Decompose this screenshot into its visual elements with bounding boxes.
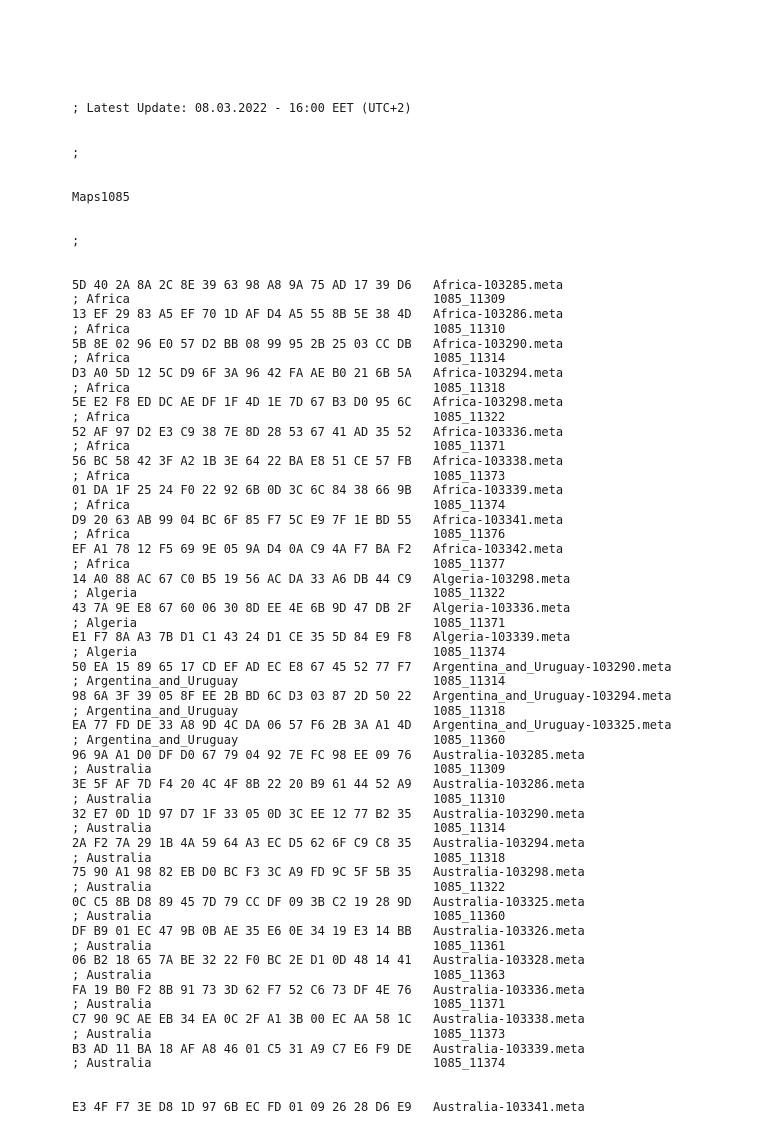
entry-file: Australia-103290.meta [433,806,585,821]
entry-hash-line [72,366,712,381]
entry-comment-line [72,645,712,660]
entry-list [72,278,712,1071]
entry-comment-line [72,762,712,777]
entry-hash-line [72,630,712,645]
entry-hash-line [72,836,712,851]
section-comment: ; [72,233,80,248]
entry-hash-line [72,601,712,616]
entry-hash-line [72,689,712,704]
entry-hash: EA 77 FD DE 33 A8 9D 4C DA 06 57 F6 2B 3A A1 4D [72,718,412,733]
entry-file: Australia-103286.meta [433,777,585,792]
entry-hash: 32 E7 0D 1D 97 D7 1F 33 05 0D 3C EE 12 77 B2 35 [72,806,412,821]
entry-comment-line [72,351,712,366]
entry-file: Argentina_and_Uruguay-103294.meta [433,689,672,704]
entry-id: 1085_11322 [433,586,506,601]
entry-hash: DF B9 01 EC 47 9B 0B AE 35 E6 0E 34 19 E3 14 BB [72,924,412,939]
entry-comment-line [72,616,712,631]
entry-comment-line [72,527,712,542]
entry-hash-line [72,777,712,792]
entry-hash: 01 DA 1F 25 24 F0 22 92 6B 0D 3C 6C 84 38 66 9B [72,483,412,498]
entry-id: 1085_11373 [433,1026,506,1041]
entry-id: 1085_11371 [433,997,506,1012]
entry-hash-line [72,895,712,910]
entry-id: 1085_11374 [433,644,506,659]
entry-hash-line [72,953,712,968]
entry-comment: ; Algeria [72,615,138,630]
entry-comment: ; Argentina_and_Uruguay [72,703,239,718]
entry-id: 1085_11374 [433,1056,506,1071]
entry-hash: 0C C5 8B D8 89 45 7D 79 CC DF 09 3B C2 19 28 9D [72,894,412,909]
entry-id: 1085_11360 [433,733,506,748]
entry-file: Africa-103285.meta [433,277,564,292]
entry-hash-line [72,865,712,880]
entry-hash: 13 EF 29 83 A5 EF 70 1D AF D4 A5 55 8B 5E 38 4D [72,307,412,322]
entry-comment: ; Africa [72,321,130,336]
entry-hash-line [72,807,712,822]
entry-hash: 98 6A 3F 39 05 8F EE 2B BD 6C D3 03 87 2D 50 22 [72,689,412,704]
entry-comment: ; Argentina_and_Uruguay [72,674,239,689]
entry-comment: ; Africa [72,468,130,483]
entry-file: Africa-103341.meta [433,512,564,527]
entry-id: 1085_11314 [433,674,506,689]
entry-comment-line [72,586,712,601]
entry-comment-line [72,733,712,748]
entry-id: 1085_11363 [433,968,506,983]
entry-file: Africa-103338.meta [433,454,564,469]
entry-hash: E1 F7 8A A3 7B D1 C1 43 24 D1 CE 35 5D 84 E9 F8 [72,630,412,645]
entry-hash: C7 90 9C AE EB 34 EA 0C 2F A1 3B 00 EC AA 58 1C [72,1012,412,1027]
entry-comment: ; Africa [72,409,130,424]
entry-file: Australia-103328.meta [433,953,585,968]
entry-hash: 52 AF 97 D2 E3 C9 38 7E 8D 28 53 67 41 AD 35 52 [72,424,412,439]
entry-hash: 56 BC 58 42 3F A2 1B 3E 64 22 BA E8 51 CE 57 FB [72,454,412,469]
entry-comment: ; Africa [72,527,130,542]
entry-comment-line [72,704,712,719]
entry-id: 1085_11314 [433,821,506,836]
entry-id: 1085_11373 [433,468,506,483]
entry-hash: E3 4F F7 3E D8 1D 97 6B EC FD 01 09 26 28 D6 E9 [72,1100,412,1115]
entry-id: 1085_11371 [433,615,506,630]
entry-hash-line [72,983,712,998]
entry-id: 1085_11318 [433,380,506,395]
entry-comment: ; Africa [72,351,130,366]
entry-comment-line [72,968,712,983]
entry-comment-line [72,792,712,807]
entry-comment: ; Australia [72,879,152,894]
entry-file: Australia-103294.meta [433,835,585,850]
entry-hash-line [72,542,712,557]
entry-comment: ; Australia [72,850,152,865]
entry-file: Australia-103298.meta [433,865,585,880]
entry-hash-line [72,718,712,733]
entry-id: 1085_11314 [433,351,506,366]
entry-file: Algeria-103339.meta [433,630,571,645]
entry-comment: ; Australia [72,791,152,806]
entry-hash-line [72,307,712,322]
entry-comment: ; Algeria [72,586,138,601]
entry-id: 1085_11322 [433,409,506,424]
entry-hash: 96 9A A1 D0 DF D0 67 79 04 92 7E FC 98 EE 09 76 [72,747,412,762]
entry-hash: 2A F2 7A 29 1B 4A 59 64 A3 EC D5 62 6F C9 C8 35 [72,835,412,850]
entry-comment: ; Australia [72,1056,152,1071]
entry-hash-line [72,483,712,498]
entry-comment-line [72,557,712,572]
entry-id: 1085_11318 [433,850,506,865]
entry-id: 1085_11377 [433,556,506,571]
entry-hash-line [72,395,712,410]
entry-comment-line [72,909,712,924]
entry-file: Africa-103290.meta [433,336,564,351]
entry-hash-line [72,425,712,440]
entry-comment: ; Australia [72,938,152,953]
entry-comment-line [72,439,712,454]
entry-file: Africa-103294.meta [433,365,564,380]
entry-file: Australia-103325.meta [433,894,585,909]
entry-comment-line [72,322,712,337]
entry-file: Algeria-103298.meta [433,571,571,586]
entry-id: 1085_11360 [433,909,506,924]
entry-comment-line [72,880,712,895]
entry-hash: 5B 8E 02 96 E0 57 D2 BB 08 99 95 2B 25 03 CC DB [72,336,412,351]
entry-hash-line [72,278,712,293]
entry-id: 1085_11310 [433,321,506,336]
entry-hash-line [72,1100,712,1115]
entry-file: Australia-103339.meta [433,1041,585,1056]
entry-hash-line [72,337,712,352]
entry-id: 1085_11309 [433,292,506,307]
entry-file: Algeria-103336.meta [433,600,571,615]
entry-file: Africa-103336.meta [433,424,564,439]
entry-file: Africa-103342.meta [433,542,564,557]
entry-hash: FA 19 B0 F2 8B 91 73 3D 62 F7 52 C6 73 DF 4E 76 [72,982,412,997]
entry-comment-line [72,469,712,484]
entry-hash: B3 AD 11 BA 18 AF A8 46 01 C5 31 A9 C7 E6 F9 DE [72,1041,412,1056]
entry-file: Australia-103285.meta [433,747,585,762]
entry-hash: 14 A0 88 AC 67 C0 B5 19 56 AC DA 33 A6 DB 44 C9 [72,571,412,586]
entry-comment-line [72,851,712,866]
entry-file: Australia-103338.meta [433,1012,585,1027]
entry-comment-line [72,674,712,689]
entry-file: Africa-103286.meta [433,307,564,322]
entry-comment: ; Algeria [72,644,138,659]
entry-comment-line [72,821,712,836]
entry-id: 1085_11371 [433,439,506,454]
section-title: Maps1085 [72,189,130,204]
entry-file: Australia-103341.meta [433,1100,585,1115]
entry-comment: ; Australia [72,909,152,924]
entry-comment-line [72,1056,712,1071]
entry-file: Africa-103298.meta [433,395,564,410]
entry-hash: 06 B2 18 65 7A BE 32 22 F0 BC 2E D1 0D 48 14 41 [72,953,412,968]
entry-id: 1085_11310 [433,791,506,806]
entry-hash-line [72,924,712,939]
entry-hash-line [72,1012,712,1027]
entry-comment: ; Argentina_and_Uruguay [72,733,239,748]
entry-hash-line [72,454,712,469]
entry-file: Australia-103326.meta [433,924,585,939]
entry-hash: 3E 5F AF 7D F4 20 4C 4F 8B 22 20 B9 61 44 52 A9 [72,777,412,792]
entry-id: 1085_11318 [433,703,506,718]
entry-comment: ; Australia [72,762,152,777]
entry-hash-line [72,660,712,675]
entry-file: Argentina_and_Uruguay-103325.meta [433,718,672,733]
entry-file: Argentina_and_Uruguay-103290.meta [433,659,672,674]
entry-id: 1085_11322 [433,879,506,894]
document-page [72,72,712,1130]
entry-hash: EF A1 78 12 F5 69 9E 05 9A D4 0A C9 4A F7 BA F2 [72,542,412,557]
entry-comment: ; Africa [72,498,130,513]
entry-file: Australia-103336.meta [433,982,585,997]
entry-comment-line [72,292,712,307]
entry-hash: 43 7A 9E E8 67 60 06 30 8D EE 4E 6B 9D 47 DB 2F [72,600,412,615]
entry-hash: D9 20 63 AB 99 04 BC 6F 85 F7 5C E9 7F 1E BD 55 [72,512,412,527]
entry-comment-line [72,381,712,396]
entry-id: 1085_11361 [433,938,506,953]
update-comment: ; Latest Update: 08.03.2022 - 16:00 EET (UTC+2) [72,101,412,116]
entry-hash-line [72,1042,712,1057]
entry-comment-line [72,1027,712,1042]
entry-comment: ; Africa [72,292,130,307]
entry-id: 1085_11374 [433,498,506,513]
entry-id: 1085_11376 [433,527,506,542]
entry-comment: ; Australia [72,968,152,983]
entry-comment: ; Australia [72,997,152,1012]
entry-hash-line [72,513,712,528]
entry-comment-line [72,939,712,954]
entry-comment-line [72,997,712,1012]
entry-comment-line [72,498,712,513]
entry-file: Africa-103339.meta [433,483,564,498]
entry-hash: 5E E2 F8 ED DC AE DF 1F 4D 1E 7D 67 B3 D0 95 6C [72,395,412,410]
entry-id: 1085_11309 [433,762,506,777]
entry-hash: D3 A0 5D 12 5C D9 6F 3A 96 42 FA AE B0 21 6B 5A [72,365,412,380]
blank-comment: ; [72,145,80,160]
entry-comment: ; Africa [72,556,130,571]
entry-comment: ; Australia [72,821,152,836]
entry-comment-line [72,410,712,425]
entry-hash: 50 EA 15 89 65 17 CD EF AD EC E8 67 45 52 77 F7 [72,659,412,674]
entry-hash: 5D 40 2A 8A 2C 8E 39 63 98 A8 9A 75 AD 17 39 D6 [72,277,412,292]
entry-hash: 75 90 A1 98 82 EB D0 BC F3 3C A9 FD 9C 5F 5B 35 [72,865,412,880]
entry-hash-line [72,572,712,587]
entry-comment: ; Australia [72,1026,152,1041]
entry-comment: ; Africa [72,380,130,395]
entry-hash-line [72,748,712,763]
entry-comment: ; Africa [72,439,130,454]
